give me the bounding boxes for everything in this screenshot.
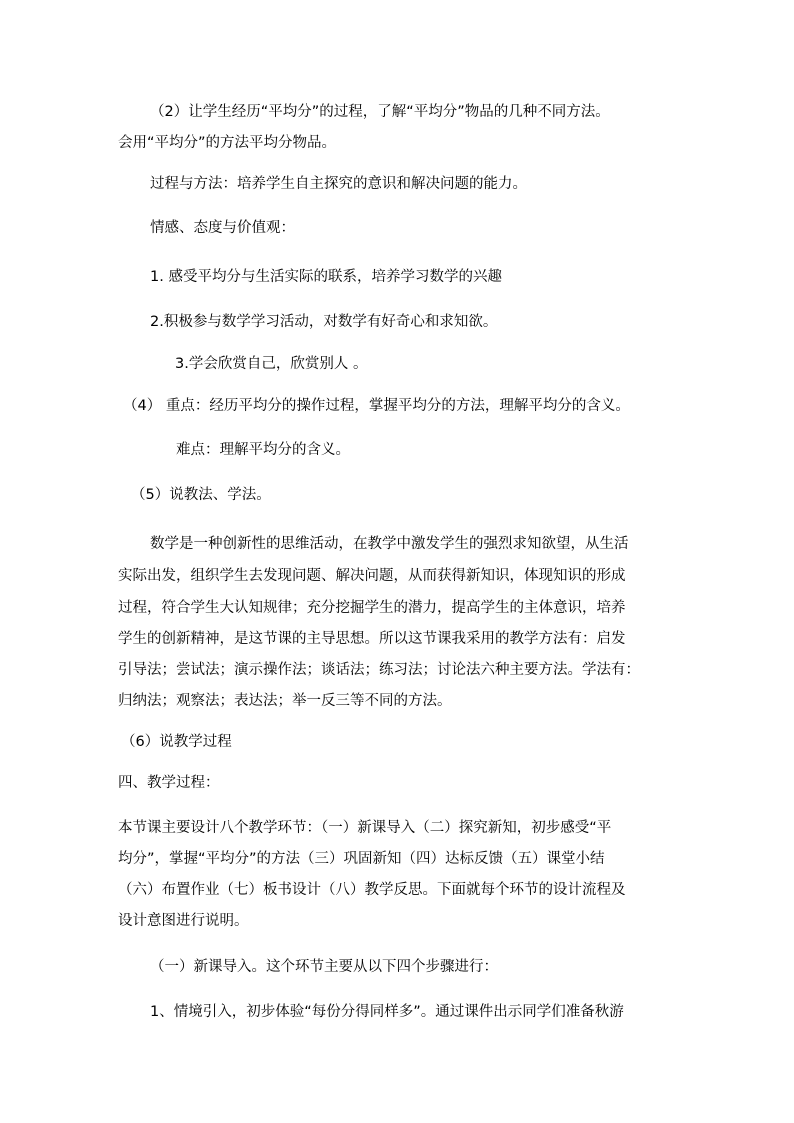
process-paragraph-line-1: 本节课主要设计八个教学环节：（一）新课导入（二）探究新知，初步感受“平 (118, 820, 612, 836)
section-6-heading: （6）说教学过程 (121, 734, 232, 750)
section-5-heading: （5）说教法、学法。 (131, 487, 271, 503)
objective-2-line-1: （2）让学生经历“平均分”的过程，了解“平均分”物品的几种不同方法。 (150, 104, 610, 120)
new-lesson-intro-heading: （一）新课导入。这个环节主要从以下四个步骤进行： (150, 959, 498, 975)
emotion-item-2: 2.积极参与数学学习活动，对数学有好奇心和求知欲。 (150, 314, 498, 330)
paragraph-line-2: 实际出发，组织学生去发现问题、解决问题，从而获得新知识，体现知识的形成 (118, 568, 626, 584)
emotion-item-3: 3.学会欣赏自己，欣赏别人 。 (175, 356, 368, 372)
process-paragraph-line-4: 设计意图进行说明。 (118, 913, 249, 929)
paragraph-line-3: 过程，符合学生大认知规律；充分挖掘学生的潜力，提高学生的主体意识，培养 (118, 600, 626, 616)
paragraph-line-6: 归纳法；观察法；表达法；举一反三等不同的方法。 (118, 693, 452, 709)
paragraph-line-5: 引导法；尝试法；演示操作法；谈话法；练习法；讨论法六种主要方法。学法有： (118, 662, 640, 678)
emotion-item-1: 1. 感受平均分与生活实际的联系，培养学习数学的兴趣 (150, 269, 502, 285)
section-four-heading: 四、教学过程： (118, 775, 220, 791)
paragraph-line-4: 学生的创新精神，是这节课的主导思想。所以这节课我采用的教学方法有：启发 (118, 631, 626, 647)
process-paragraph-line-2: 均分”，掌握“平均分”的方法（三）巩固新知（四）达标反馈（五）课堂小结 (118, 851, 605, 867)
process-paragraph-line-3: （六）布置作业（七）板书设计（八）教学反思。下面就每个环节的设计流程及 (118, 882, 626, 898)
step-1-line: 1、情境引入，初步体验“每份分得同样多”。通过课件出示同学们准备秋游 (150, 1004, 624, 1020)
key-point-line: （4） 重点：经历平均分的操作过程，掌握平均分的方法，理解平均分的含义。 (123, 398, 630, 414)
objective-2-line-2: 会用“平均分”的方法平均分物品。 (118, 135, 337, 151)
difficulty-line: 难点：理解平均分的含义。 (176, 442, 350, 458)
process-method-line: 过程与方法：培养学生自主探究的意识和解决问题的能力。 (150, 176, 527, 192)
paragraph-line-1: 数学是一种创新性的思维活动，在教学中激发学生的强烈求知欲望，从生活 (150, 536, 629, 552)
emotion-attitude-heading: 情感、态度与价值观： (150, 220, 295, 236)
